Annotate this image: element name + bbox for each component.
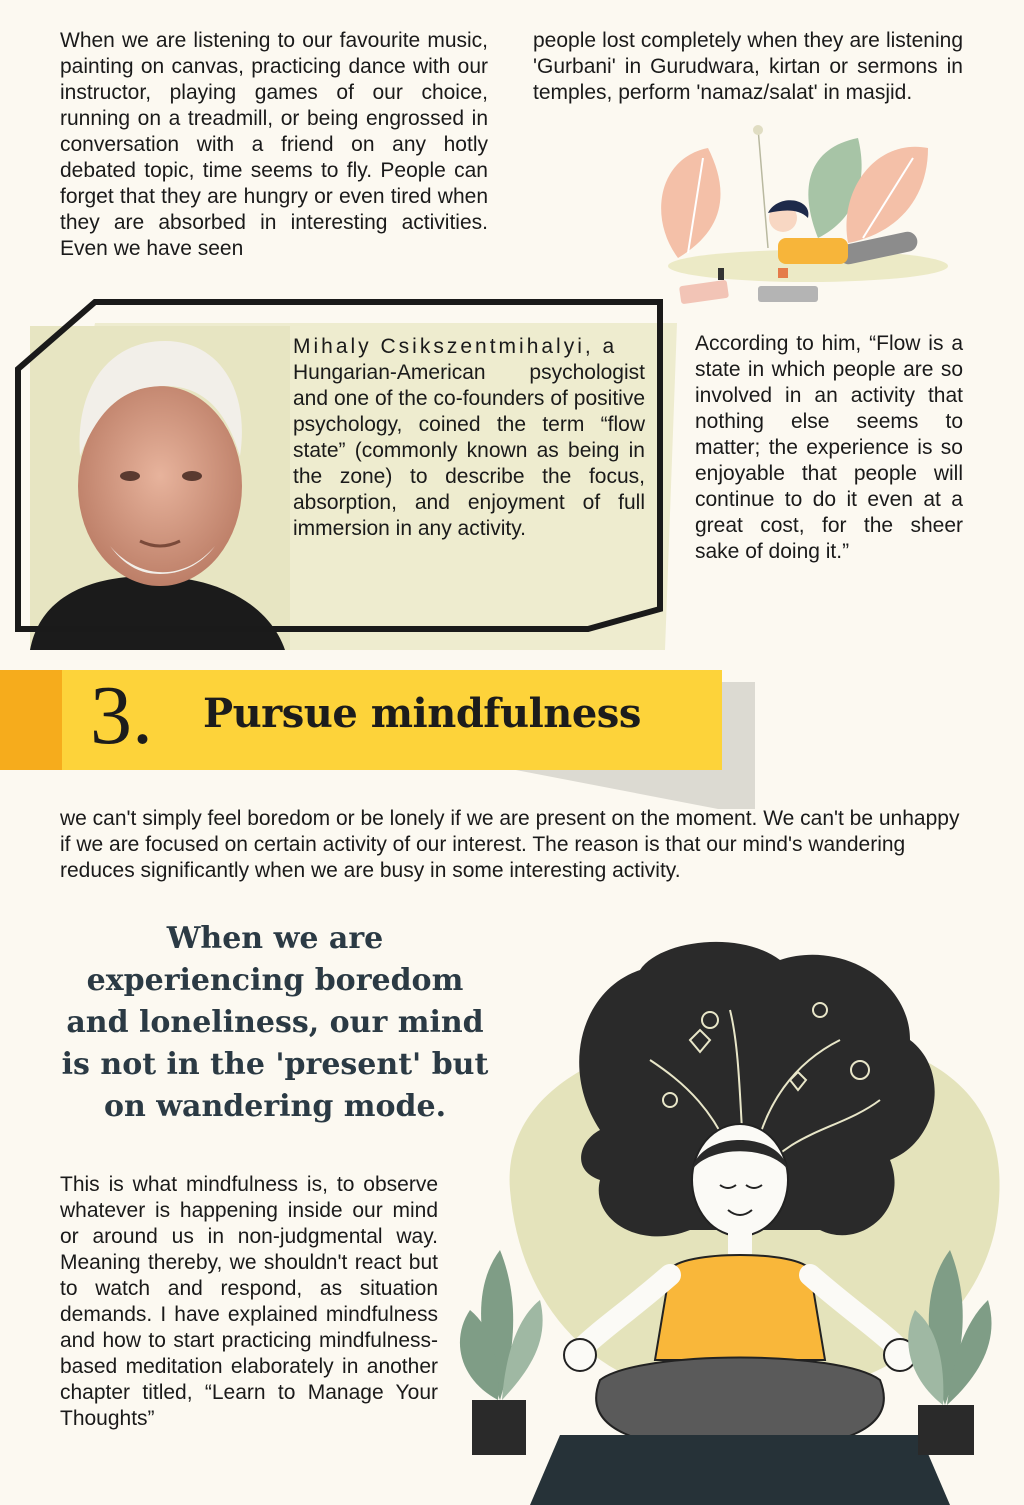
section-intro-paragraph: we can't simply feel boredom or be lonely if we are present on the moment. We can't be unhappy if we are focused on certain activity of our interest. The reason is that our mind's wandering reduces significantly when we are busy in some interesting activity. <box>60 807 960 882</box>
section-number: 3. <box>90 669 153 762</box>
bio-name-line: Mihaly Csikszentmihalyi, a <box>293 335 618 358</box>
reading-woman-illustration <box>648 118 960 318</box>
meditating-woman-illustration <box>440 930 1024 1505</box>
portrait-photo <box>30 326 290 650</box>
intro-right-paragraph: people lost completely when they are listening 'Gurbani' in Gurudwara, kirtan or sermons in temples, perform 'namaz/salat' in masjid. <box>533 29 963 104</box>
section-title: Pursue mindfulness <box>203 690 641 737</box>
intro-left-paragraph: When we are listening to our favourite music, painting on canvas, practicing dance with our instructor, playing games of our choice, running on a treadmill, or being engrossed in conversation with a friend on any hotly debated topic, time seems to fly. People can forget that they are hungry or even tired when they are absorbed in interesting activities. Even we have seen <box>60 29 488 260</box>
mindfulness-paragraph: This is what mindfulness is, to observe whatever is happening inside our mind or around us in non-judgmental way. Meaning thereby, we shouldn't react but to watch and respond, as situation demands. I have explained mindfulness and how to start practicing mindfulness-based meditation elaborately in another chapter titled, “Learn to Manage Your Thoughts” <box>60 1173 438 1430</box>
flow-quote: According to him, “Flow is a state in which people are so involved in an activity that nothing else seems to matter; the experience is so enjoyable that people will continue to do it even at a great cost, for the sheer sake of doing it.” <box>695 332 963 563</box>
left-plant <box>460 1250 543 1455</box>
pull-quote: When we are experiencing boredom and loneliness, our mind is not in the 'present' but on wandering mode. <box>61 921 489 1124</box>
bio-text: Hungarian-American psychologist and one of the co-founders of positive psychology, coined the term “flow state” (commonly known as being in the zone) to describe the focus, absorption, and enjoyment of full immersion in any activity. <box>293 361 645 540</box>
